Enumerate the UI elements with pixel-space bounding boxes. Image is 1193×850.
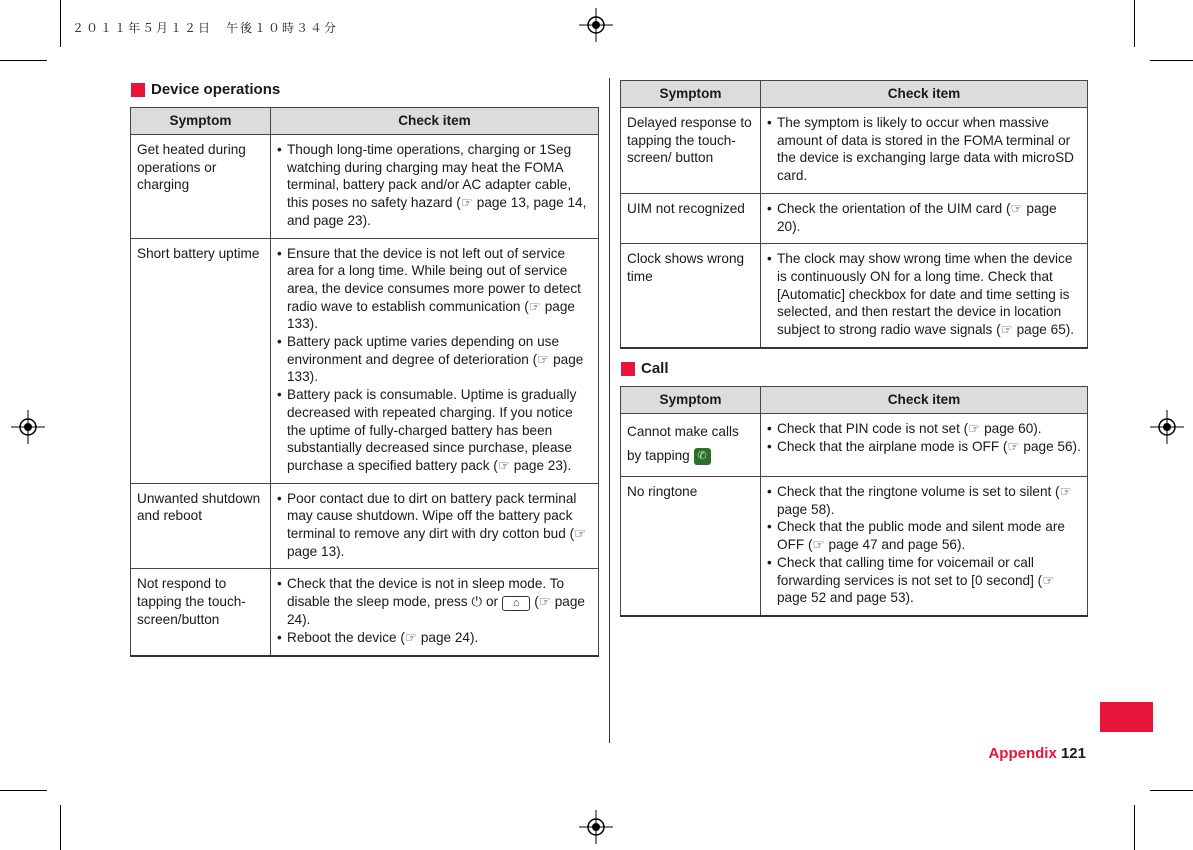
home-key-icon: ⌂ — [502, 596, 531, 611]
check-cell — [271, 238, 599, 483]
check-bullet: • Check that calling time for voicemail or call forwarding services is not set to [0 second] (☞ page 52 and page 53). — [767, 554, 1055, 606]
registration-mark-icon — [579, 810, 613, 844]
page-number: 121 — [1060, 745, 1086, 762]
symptom-cell: Not respond to tapping the touch-screen/button — [131, 569, 271, 656]
crop-mark — [60, 805, 61, 850]
col-header-symptom: Symptom — [621, 387, 761, 414]
symptom-cell: Unwanted shutdown and reboot — [131, 483, 271, 569]
table-row — [131, 238, 599, 483]
footer-section-label: Appendix — [988, 745, 1057, 762]
symptom-cell: Delayed response to tapping the touch-screen/ button — [621, 108, 761, 194]
column-divider — [609, 78, 610, 743]
crop-mark — [1150, 60, 1193, 61]
check-cell — [761, 193, 1088, 243]
check-cell — [761, 244, 1088, 348]
check-cell — [761, 108, 1088, 194]
col-header-check-item: Check item — [761, 81, 1088, 108]
check-bullet: • Check that the device is not in sleep mode. To disable the sleep mode, press ⏻ or ⌂ (☞ page 24). — [277, 576, 585, 628]
crop-mark — [0, 60, 47, 61]
check-cell — [271, 483, 599, 569]
symptom-cell: Get heated during operations or charging — [131, 135, 271, 239]
check-bullet: • The symptom is likely to occur when massive amount of data is stored in the FOMA terminal or the device is exchanging large data with microSD card. — [767, 115, 1074, 184]
section-title: Call — [641, 360, 669, 377]
check-bullet: • Check the orientation of the UIM card (☞ page 20). — [767, 200, 1057, 234]
power-key-icon: ⏻ — [471, 594, 483, 610]
col-header-symptom: Symptom — [621, 81, 761, 108]
symptom-cell: Cannot make calls by tapping ✆ — [621, 414, 761, 477]
table-row — [621, 477, 1088, 616]
check-cell — [761, 477, 1088, 616]
crop-mark — [60, 0, 61, 47]
crop-mark — [1134, 0, 1135, 47]
print-timestamp: ２０１１年５月１２日 午後１０時３４分 — [72, 21, 339, 35]
check-bullet: • Battery pack uptime varies depending on use environment and degree of deterioration (☞ page 133). — [277, 334, 584, 385]
check-bullet: • Check that the airplane mode is OFF (☞ page 56). — [767, 438, 1081, 454]
table-row — [131, 483, 599, 569]
phone-icon: ✆ — [694, 448, 711, 465]
registration-mark-icon — [1150, 410, 1184, 444]
table-row — [131, 569, 599, 656]
crop-mark — [1150, 790, 1193, 791]
symptom-cell: No ringtone — [621, 477, 761, 616]
call-table — [620, 386, 1088, 617]
page-footer — [988, 745, 1086, 762]
check-cell — [271, 569, 599, 656]
device-operations-table-continued — [620, 80, 1088, 349]
section-heading-device-operations — [131, 81, 280, 98]
col-header-check-item: Check item — [271, 108, 599, 135]
chapter-tab — [1100, 702, 1153, 732]
table-row — [621, 414, 1088, 477]
table-row — [621, 108, 1088, 194]
symptom-cell: Clock shows wrong time — [621, 244, 761, 348]
col-header-symptom: Symptom — [131, 108, 271, 135]
table-header-row — [621, 81, 1088, 108]
crop-mark — [1134, 805, 1135, 850]
check-cell — [761, 414, 1088, 477]
red-square-icon — [621, 362, 635, 376]
crop-mark — [0, 790, 47, 791]
check-bullet: • Poor contact due to dirt on battery pack terminal may cause shutdown. Wipe off the battery pack terminal to remove any dirt with dry cotton bud (☞ page 13). — [277, 490, 587, 559]
check-bullet: • Check that the ringtone volume is set to silent (☞ page 58). — [767, 484, 1072, 517]
red-square-icon — [131, 83, 145, 97]
registration-mark-icon — [11, 410, 45, 444]
check-cell — [271, 135, 599, 239]
device-operations-table — [130, 107, 599, 657]
table-row — [621, 193, 1088, 243]
table-header-row — [621, 387, 1088, 414]
table-row — [621, 244, 1088, 348]
col-header-check-item: Check item — [761, 387, 1088, 414]
check-bullet: • The clock may show wrong time when the device is continuously ON for a long time. Check that [Automatic] checkbox for date and time setting is selected, and then restart the device in location subject to strong radio wave signals (☞ page 65). — [767, 251, 1075, 338]
table-header-row — [131, 108, 599, 135]
section-title: Device operations — [151, 81, 281, 98]
check-bullet: • Check that PIN code is not set (☞ page 60). — [767, 421, 1042, 436]
section-heading-call — [621, 360, 669, 377]
symptom-cell: UIM not recognized — [621, 193, 761, 243]
check-bullet: • Check that the public mode and silent mode are OFF (☞ page 47 and page 56). — [767, 519, 1065, 553]
check-bullet: • Reboot the device (☞ page 24). — [277, 629, 479, 645]
table-row — [131, 135, 599, 239]
check-bullet: • Battery pack is consumable. Uptime is gradually decreased with repeated charging. If you notice the uptime of fully-charged battery has been substantially decreased since purchase, please purchase a specified battery pack (☞ page 23). — [277, 387, 577, 473]
symptom-cell: Short battery uptime — [131, 238, 271, 483]
check-bullet: • Ensure that the device is not left out of service area for a long time. While being out of service area, the device consumes more power to detect radio wave to establish communication (☞ page 133). — [277, 245, 581, 332]
check-bullet: • Though long-time operations, charging or 1Seg watching during charging may heat the FOMA terminal, battery pack and/or AC adapter cable, this poses no safety hazard (☞ page 13, page 14, and page 23). — [277, 142, 587, 228]
registration-mark-icon — [579, 8, 613, 42]
